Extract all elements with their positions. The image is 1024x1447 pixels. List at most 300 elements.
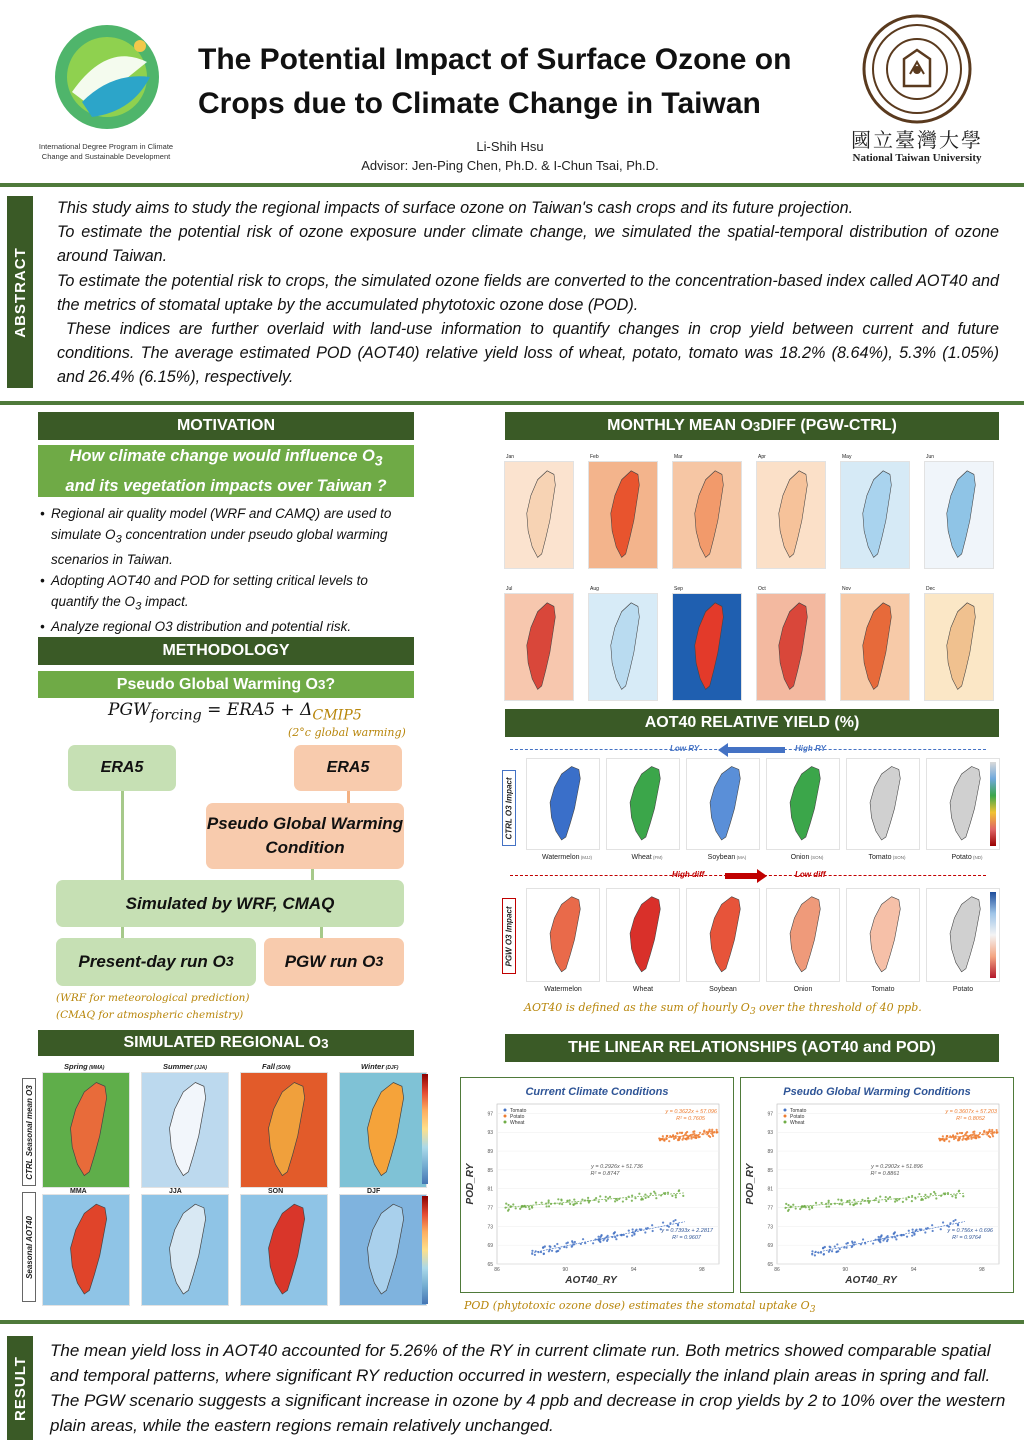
crop-name: Soybean (707, 854, 736, 861)
scatter-point (631, 1195, 633, 1197)
scatter-point (954, 1219, 956, 1221)
scatter-point (573, 1198, 575, 1200)
author-name: Li-Shih Hsu (476, 139, 544, 154)
scatter-point (548, 1205, 550, 1207)
scatter-point (836, 1243, 838, 1245)
high-diff-label: High diff (672, 870, 705, 879)
scatter-point (834, 1245, 836, 1247)
scatter-point (815, 1202, 817, 1204)
scatter-point (546, 1205, 548, 1207)
y-tick-label: 97 (487, 1111, 493, 1118)
scatter-point (799, 1208, 801, 1210)
scatter-point (678, 1189, 680, 1191)
scatter-point (958, 1137, 960, 1139)
question-line-2: and its vegetation impacts over Taiwan ? (65, 476, 387, 495)
season-aot40-code: DJF (367, 1188, 381, 1195)
motivation-header: MOTIVATION (38, 412, 414, 440)
scatter-point (849, 1203, 851, 1205)
program-name: International Degree Program in Climate Change and Sustainable Development (38, 142, 174, 161)
simulated-regional-title: SIMULATED REGIONAL O (123, 1034, 322, 1051)
crop-label: Potato (952, 986, 974, 993)
pgw-impact-label-box (502, 898, 516, 974)
scatter-point (991, 1129, 993, 1131)
scatter-point (932, 1230, 934, 1232)
scatter-point (966, 1139, 968, 1141)
fit-equation: y = 0.3607x + 57.203 (945, 1109, 997, 1115)
scatter-point (914, 1197, 916, 1199)
methodology-header: METHODOLOGY (38, 637, 414, 665)
scatter-point (644, 1231, 646, 1233)
scatter-point (935, 1197, 937, 1199)
scatter-point (542, 1247, 544, 1249)
scatter-point (989, 1131, 991, 1133)
y-tick-label: 77 (487, 1205, 493, 1212)
monthly-diff-suffix: DIFF (PGW-CTRL) (760, 417, 897, 434)
eq-left: PGW (108, 700, 151, 720)
x-tick-label: 86 (494, 1267, 500, 1273)
scatter-point (622, 1200, 624, 1202)
fit-r2: R² = 0.8861 (870, 1171, 900, 1177)
legend-label: Potato (510, 1114, 525, 1120)
month-label: Dec (926, 586, 935, 592)
era5-box-left: ERA5 (68, 745, 176, 791)
scatter-point (625, 1198, 627, 1200)
scatter-point (951, 1195, 953, 1197)
ctrl-impact-label-box (502, 770, 516, 846)
scatter-point (942, 1135, 944, 1137)
scatter-point (927, 1196, 929, 1198)
monthly-diff-map (672, 593, 742, 701)
scatter-point (651, 1224, 653, 1226)
monthly-diff-map (588, 593, 658, 701)
crop-label: Onion (793, 986, 813, 993)
scatter-point (894, 1201, 896, 1203)
scatter-point (996, 1129, 998, 1131)
wrf-note: (WRF for meteorological prediction) (56, 992, 250, 1004)
scatter-point (814, 1254, 816, 1256)
season-aot40-map (42, 1194, 130, 1306)
scatter-point (599, 1236, 601, 1238)
scatter-point (949, 1135, 951, 1137)
scatter-point (851, 1240, 853, 1242)
fit-r2: R² = 0.9607 (672, 1235, 701, 1241)
fit-equation: y = 0.3622x + 57.096 (665, 1109, 717, 1115)
eq-right: = ERA5 + Δ (201, 700, 313, 720)
y-axis-label: POD_RY (465, 1163, 476, 1205)
result-tab-label: RESULT (11, 1355, 29, 1421)
scatter-point (846, 1200, 848, 1202)
y-tick-label: 81 (767, 1186, 773, 1193)
scatter-point (655, 1197, 657, 1199)
scatter-point (862, 1238, 864, 1240)
scatter-point (967, 1138, 969, 1140)
season-ctrl-map (240, 1072, 328, 1188)
monthly-map-grid (490, 453, 1000, 698)
scatter-point (699, 1136, 701, 1138)
scatter-point (512, 1203, 514, 1205)
fit-equation: y = 0.756x + 0.696 (947, 1228, 993, 1234)
scatter-point (845, 1243, 847, 1245)
scatter-point (924, 1231, 926, 1233)
motivation-bullets (40, 504, 408, 638)
x-tick-label: 94 (910, 1267, 917, 1273)
monthly-diff-header: MONTHLY MEAN O 3 DIFF (PGW-CTRL) (505, 412, 999, 440)
scatter-point (835, 1251, 837, 1253)
scatter-point (595, 1197, 597, 1199)
month-label: Apr (758, 454, 766, 460)
scatter-point (875, 1197, 877, 1199)
scatter-point (841, 1203, 843, 1205)
scatter-point (879, 1196, 881, 1198)
crop-label (530, 854, 604, 861)
scatter-point (607, 1235, 609, 1237)
scatter-point (878, 1201, 880, 1203)
scatter-point (507, 1204, 509, 1206)
season-title (163, 1062, 207, 1071)
scatter-point (556, 1243, 558, 1245)
result-divider (0, 1320, 1024, 1324)
scatter-point (703, 1130, 705, 1132)
scatter-point (972, 1131, 974, 1133)
scatter-point (641, 1197, 643, 1199)
yield-panel (500, 742, 1000, 1022)
scatter-point (953, 1220, 955, 1222)
scatter-point (669, 1135, 671, 1137)
chart-current (461, 1078, 733, 1292)
crop-season: (MJJ) (579, 855, 592, 860)
scatter-point (615, 1238, 617, 1240)
scatter-point (634, 1197, 636, 1199)
scatter-point (515, 1207, 517, 1209)
monthly-diff-map (924, 593, 994, 701)
monthly-diff-map (588, 461, 658, 569)
eq-sub: forcing (150, 707, 202, 724)
scatter-point (958, 1190, 960, 1192)
chart-title: Pseudo Global Warming Conditions (783, 1086, 971, 1098)
scatter-point (983, 1130, 985, 1132)
scatter-point (582, 1238, 584, 1240)
pgw-condition-box: Pseudo Global Warming Condition (206, 803, 404, 869)
scatter-point (555, 1250, 557, 1252)
season-name: Winter (361, 1062, 385, 1071)
scatter-point (531, 1250, 533, 1252)
legend-marker (784, 1115, 787, 1118)
scatter-point (614, 1231, 616, 1233)
header-divider (0, 183, 1024, 187)
scatter-point (792, 1204, 794, 1206)
scatter-point (854, 1241, 856, 1243)
aot40-definition: AOT40 is defined as the sum of hourly $O_3$ over the threshold of 40 ppb. (524, 1001, 922, 1018)
scatter-point (840, 1199, 842, 1201)
month-label: Oct (758, 586, 766, 592)
scatter-point (599, 1195, 601, 1197)
scatter-point (592, 1242, 594, 1244)
scatter-point (894, 1231, 896, 1233)
month-label: Aug (590, 586, 599, 592)
yield-pgw-map (606, 888, 680, 982)
scatter-point (631, 1234, 633, 1236)
x-tick-label: 86 (774, 1267, 780, 1273)
abstract-p1: This study aims to study the regional impacts of surface ozone on Taiwan's cash crops and its future projection. (57, 199, 854, 217)
scatter-point (569, 1203, 571, 1205)
scatter-point (505, 1203, 507, 1205)
fit-r2: R² = 0.8052 (956, 1116, 985, 1122)
month-label: Sep (674, 586, 683, 592)
scatter-point (961, 1132, 963, 1134)
yield-ctrl-map (766, 758, 840, 850)
y-tick-label: 85 (767, 1167, 773, 1174)
scatter-point (822, 1247, 824, 1249)
scatter-point (606, 1240, 608, 1242)
result-body: The mean yield loss in AOT40 accounted for 5.26% of the RY in current climate run. Both metrics showed comparable spatial and temporal patterns, where significant RY reduction occurred in western, especially the inland plain areas in spring and fall. The PGW scenario suggests a significant increase in ozone by 4 ppb and decrease in crop yields by 2 to 10% over the western plain areas, while the eastern regions remain relatively unchanged. (50, 1341, 1006, 1435)
yield-ctrl-map (526, 758, 600, 850)
scatter-point (861, 1199, 863, 1201)
scatter-point (673, 1220, 675, 1222)
monthly-diff-map (840, 593, 910, 701)
scatter-point (598, 1201, 600, 1203)
scatter-point (906, 1236, 908, 1238)
month-label: Feb (590, 454, 599, 460)
scatter-point (902, 1201, 904, 1203)
simulated-regional-header: SIMULATED REGIONAL O 3 (38, 1030, 414, 1056)
crop-name: Tomato (868, 854, 892, 861)
scatter-point (572, 1203, 574, 1205)
present-run-box: Present-day run O 3 (56, 938, 256, 986)
scatter-point (635, 1229, 637, 1231)
scatter-point (531, 1207, 533, 1209)
scatter-point (569, 1199, 571, 1201)
pgw-question: Pseudo Global Warming O 3 ? (38, 671, 414, 698)
month-label: Nov (842, 586, 851, 592)
crop-label (610, 854, 684, 861)
scatter-point (541, 1202, 543, 1204)
diff-colorbar (990, 892, 996, 978)
yield-pgw-map (926, 888, 1000, 982)
scatter-point (678, 1137, 680, 1139)
scatter-point (668, 1140, 670, 1142)
scatter-point (650, 1193, 652, 1195)
crop-season: (MA) (735, 855, 747, 860)
month-label: Jan (506, 454, 515, 460)
y-axis-label: POD_RY (745, 1163, 756, 1205)
crop-name: Watermelon (542, 854, 580, 861)
scatter-point (679, 1132, 681, 1134)
question-line-1: How climate change would influence O (69, 447, 375, 466)
y-tick-label: 65 (767, 1262, 773, 1268)
scatter-point (849, 1200, 851, 1202)
legend-label: Tomato (510, 1108, 527, 1114)
scatter-point (684, 1133, 686, 1135)
scatter-point (557, 1198, 559, 1200)
scatter-point (687, 1137, 689, 1139)
scatter-point (554, 1245, 556, 1247)
scatter-point (690, 1137, 692, 1139)
scatter-point (581, 1199, 583, 1201)
scatter-point (918, 1193, 920, 1195)
chart-panel-current (460, 1077, 734, 1293)
chart-title: Current Climate Conditions (525, 1086, 669, 1098)
scatter-point (662, 1221, 664, 1223)
crop-label: Wheat (632, 986, 654, 993)
season-aot40-map (339, 1194, 427, 1306)
scatter-point (675, 1196, 677, 1198)
scatter-point (682, 1195, 684, 1197)
scatter-point (974, 1137, 976, 1139)
monthly-diff-map (756, 461, 826, 569)
crop-label (930, 854, 1004, 861)
poster-title: The Potential Impact of Surface Ozone on Crops due to Climate Change in Taiwan (198, 43, 792, 120)
x-axis-label: AOT40_RY (845, 1275, 897, 1286)
scatter-point (961, 1139, 963, 1141)
scatter-point (912, 1229, 914, 1231)
crop-label: Soybean (709, 986, 737, 993)
scatter-point (605, 1200, 607, 1202)
scatter-point (652, 1230, 654, 1232)
present-run-text: Present-day run O (78, 952, 226, 971)
scatter-point (948, 1140, 950, 1142)
scatter-point (669, 1222, 671, 1224)
scatter-point (867, 1197, 869, 1199)
monthly-diff-map (756, 593, 826, 701)
ry-arrow-icon (725, 747, 785, 753)
row-label-aot40-text: Seasonal AOT40 (24, 1215, 34, 1279)
x-tick-label: 98 (979, 1267, 985, 1273)
row-label-ctrl-text: CTRL Seasonal mean O3 (24, 1084, 34, 1180)
scatter-point (663, 1192, 665, 1194)
y-tick-label: 73 (767, 1224, 773, 1231)
pgw-question-suffix: ? (325, 675, 336, 693)
eq-right-sub: CMIP5 (312, 707, 362, 724)
scatter-point (785, 1203, 787, 1205)
yield-ctrl-map (606, 758, 680, 850)
scatter-point (957, 1223, 959, 1225)
legend-marker (784, 1121, 787, 1124)
scatter-point (549, 1245, 551, 1247)
abstract-p4: These indices are further overlaid with land-use information to quantify changes in crop yield between current and future conditions. The average estimated POD (AOT40) relative yield loss of wheat, potato, tomato was 18.2% (8.64%), 5.3% (1.05%) and 26.4% (6.15%), respectively. (57, 320, 1004, 387)
scatter-point (887, 1235, 889, 1237)
crop-season: (SON) (891, 855, 906, 860)
crop-label: Watermelon (544, 986, 582, 993)
scatter-point (519, 1208, 521, 1210)
scatter-point (826, 1206, 828, 1208)
scatter-point (559, 1248, 561, 1250)
yield-pgw-map (686, 888, 760, 982)
crop-name: Onion (790, 854, 810, 861)
chart-panel-pgw (740, 1077, 1014, 1293)
scatter-point (551, 1250, 553, 1252)
scatter-point (979, 1132, 981, 1134)
season-title (262, 1062, 290, 1071)
scatter-point (597, 1236, 599, 1238)
row-label-aot40 (22, 1192, 36, 1302)
chart-pgw (741, 1078, 1013, 1292)
scatter-point (628, 1230, 630, 1232)
scatter-point (566, 1200, 568, 1202)
motivation-bullet: • Regional air quality model (WRF and CAMQ) are used to simulate $O_3$ concentration under pseudo global warming scenarios in Taiwan. (40, 504, 408, 571)
scatter-point (970, 1138, 972, 1140)
pgw-run-box: PGW run O 3 (264, 938, 404, 986)
month-label: May (842, 454, 852, 460)
scatter-point (609, 1196, 611, 1198)
eq-note: (2°c global warming) (288, 726, 406, 739)
scatter-point (659, 1139, 661, 1141)
scatter-point (543, 1253, 545, 1255)
ntu-name-english: National Taiwan University (852, 152, 982, 164)
scatter-point (895, 1238, 897, 1240)
scatter-point (930, 1193, 932, 1195)
scatter-point (665, 1138, 667, 1140)
scatter-point (571, 1240, 573, 1242)
scatter-point (709, 1136, 711, 1138)
scatter-point (979, 1136, 981, 1138)
season-title (64, 1062, 104, 1071)
scatter-point (945, 1138, 947, 1140)
legend-label: Wheat (790, 1120, 805, 1126)
scatter-point (828, 1205, 830, 1207)
scatter-point (934, 1193, 936, 1195)
monthly-diff-map (840, 461, 910, 569)
legend-label: Wheat (510, 1120, 525, 1126)
scatter-point (853, 1199, 855, 1201)
scatter-point (860, 1202, 862, 1204)
yield-pgw-map (526, 888, 600, 982)
y-tick-label: 65 (487, 1262, 493, 1268)
scatter-point (638, 1193, 640, 1195)
pod-definition: POD (phytotoxic ozone dose) estimates the stomatal uptake $O_3$ (464, 1299, 816, 1316)
scatter-point (947, 1192, 949, 1194)
legend-marker (784, 1109, 787, 1112)
yield-pgw-map (846, 888, 920, 982)
scatter-point (931, 1224, 933, 1226)
scatter-point (956, 1132, 958, 1134)
scatter-point (943, 1138, 945, 1140)
scatter-point (716, 1129, 718, 1131)
season-code: (MMA) (87, 1065, 105, 1071)
crop-season: (ND) (971, 855, 983, 860)
scatter-point (663, 1138, 665, 1140)
low-ry-label: Low RY (670, 744, 700, 753)
scatter-point (561, 1203, 563, 1205)
author-block (300, 137, 720, 175)
yield-pgw-map (766, 888, 840, 982)
monthly-diff-map (504, 461, 574, 569)
scatter-point (571, 1245, 573, 1247)
season-code: (JJA) (193, 1065, 207, 1071)
motivation-bullet: • Analyze regional O3 distribution and potential risk. (40, 617, 408, 638)
scatter-point (942, 1221, 944, 1223)
scatter-point (821, 1202, 823, 1204)
season-name: Summer (163, 1062, 194, 1071)
scatter-point (831, 1250, 833, 1252)
legend-marker (504, 1109, 507, 1112)
crop-label (850, 854, 924, 861)
scatter-point (528, 1206, 530, 1208)
scatter-point (823, 1253, 825, 1255)
season-ctrl-map (339, 1072, 427, 1188)
scatter-point (565, 1246, 567, 1248)
scatter-point (839, 1248, 841, 1250)
y-tick-label: 89 (487, 1149, 493, 1156)
advisor-line: Advisor: Jen-Ping Chen, Ph.D. & I-Chun Tsai, Ph.D. (361, 158, 659, 173)
legend-marker (504, 1121, 507, 1124)
month-label: Mar (674, 454, 683, 460)
scatter-point (852, 1204, 854, 1206)
y-tick-label: 81 (487, 1186, 493, 1193)
scatter-point (647, 1196, 649, 1198)
scatter-point (915, 1229, 917, 1231)
y-tick-label: 93 (767, 1130, 773, 1137)
season-aot40-code: MMA (70, 1188, 87, 1195)
